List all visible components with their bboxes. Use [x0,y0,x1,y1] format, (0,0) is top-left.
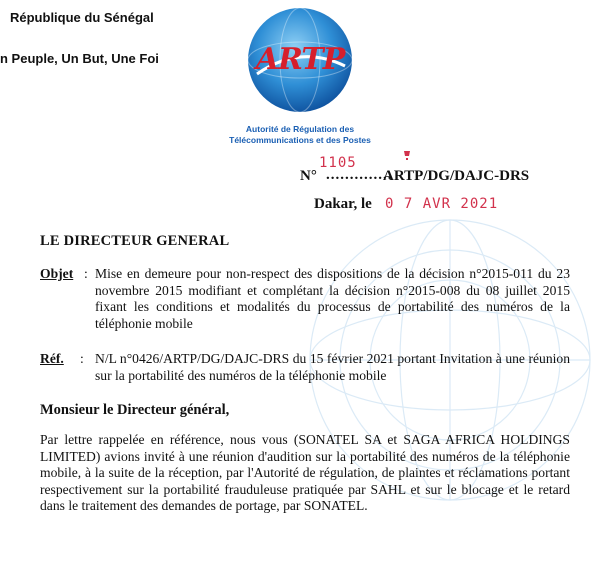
objet-text: Mise en demeure pour non-respect des dispositions de la décision n°2015-011 du 23 novembre 2015 modifiant et complétant la décision n°2015-008 du 08 juillet 2015 fixant les conditions et modalités du processus de portabilité des numéros de la téléphonie mobile [95,266,570,331]
reference-dots: .............. [326,167,393,183]
objet-block [0,266,600,336]
stamp-mark-icon [400,149,414,163]
body-paragraph: Par lettre rappelée en référence, nous vous (SONATEL SA et SAGA AFRICA HOLDINGS LIMITED) avions invité à une réunion d'audition sur la portabilité des numéros de la téléphonie mobile, à la suite de la réception, par l'Autorité de régulation, de plaintes et réclamations portant respectivement sur la portabilité frauduleuse pratiquée par SAHL et sur le blocage et le retard dans le traitement des demandes de portage, par SONATEL. [40,432,570,514]
ref-colon: : [80,351,84,366]
reference-stamp-number: 1105 [319,155,357,171]
objet-colon: : [84,266,88,281]
artp-logo [245,4,355,116]
objet-label: Objet [40,266,74,281]
national-motto: n Peuple, Un But, Une Foi [0,51,159,66]
country-name: République du Sénégal [10,10,154,25]
salutation: Monsieur le Directeur général, [40,402,230,418]
reference-prefix: N° [300,168,317,184]
date-place: Dakar, le [314,196,372,212]
ref-text: N/L n°0426/ARTP/DG/DAJC-DRS du 15 février 2021 portant Invitation à une réunion sur la portabilité des numéros de la téléphonie mobile [95,351,570,383]
logo-text: ARTP [255,42,345,77]
letter-title: LE DIRECTEUR GENERAL [40,233,230,249]
reference-block [0,351,600,391]
date-stamp: 0 7 AVR 2021 [385,196,499,212]
logo-tagline-line2: Télécommunications et des Postes [229,135,371,145]
reference-line [300,155,590,189]
ref-label: Réf. [40,351,64,366]
logo-tagline-line1: Autorité de Régulation des [245,124,355,134]
reference-code: ARTP/DG/DAJC-DRS [383,168,530,184]
